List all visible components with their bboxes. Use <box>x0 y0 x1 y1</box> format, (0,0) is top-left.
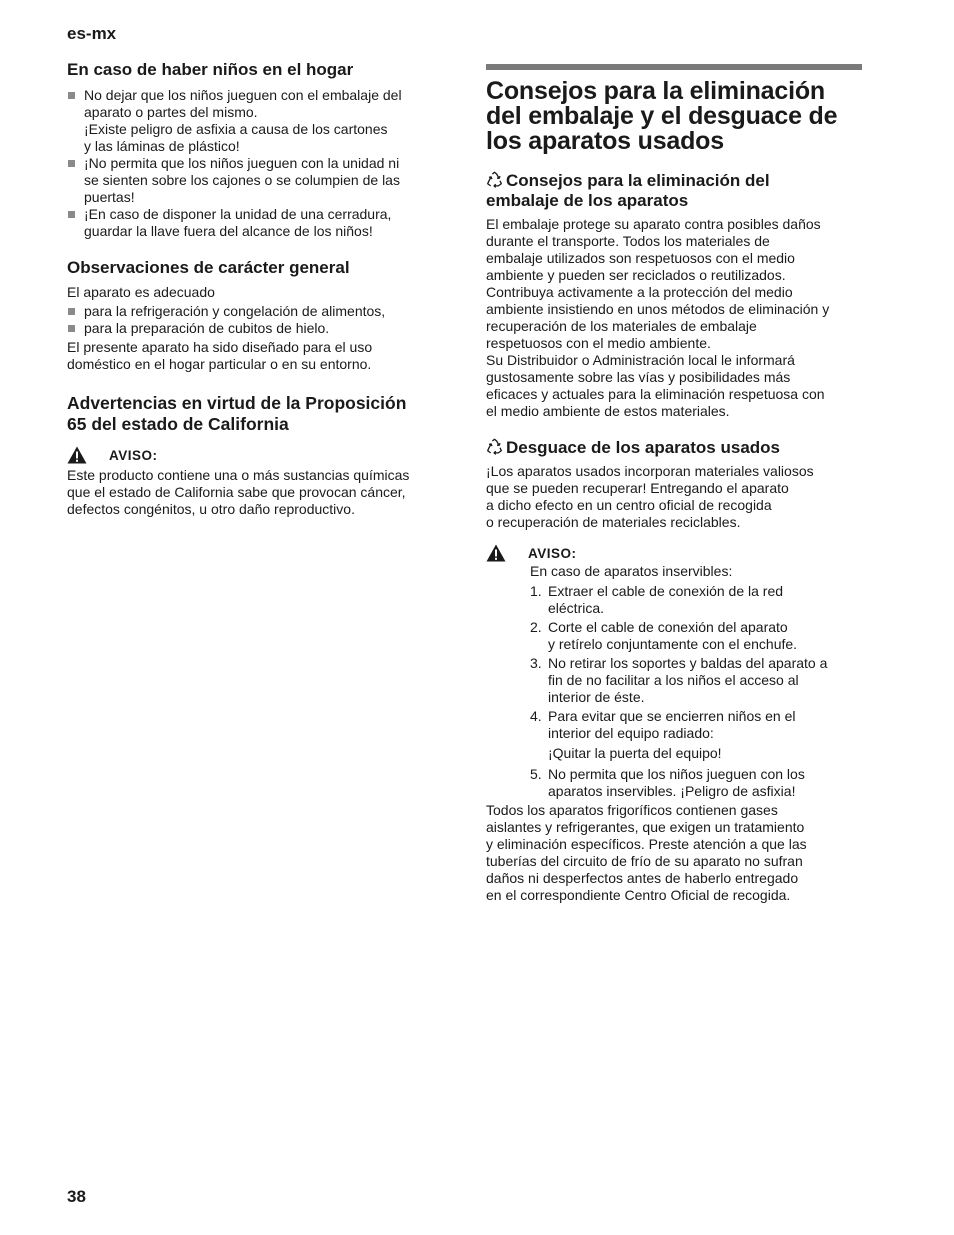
bullet-square-icon <box>68 325 75 332</box>
recycle-icon <box>486 171 503 188</box>
children-list <box>67 87 442 240</box>
list-item: 5. No permita que los niños jueguen con los aparatos inservibles. ¡Peligro de asfixia! <box>530 766 805 799</box>
prop65-warning <box>67 445 442 465</box>
list-item: 4. Para evitar que se encierren niños en el interior del equipo radiado: ¡Quitar la puerta del equipo! <box>530 708 796 761</box>
scrapping-paragraph-1: ¡Los aparatos usados incorporan materiales valiosos que se pueden recuperar! Entregando el aparato a dicho efecto en un centro oficial de recogida o recuperación de materiales reciclables. <box>486 463 814 530</box>
warning-icon <box>67 446 87 464</box>
list-item: No dejar que los niños jueguen con el embalaje del aparato o partes del mismo. ¡Existe peligro de asfixia a causa de los cartones y las láminas de plástico! <box>67 87 442 155</box>
general-heading: Observaciones de carácter general <box>67 258 350 277</box>
list-item: 3. No retirar los soportes y baldas del aparato a fin de no facilitar a los niños el acceso al interior de éste. <box>530 655 828 705</box>
packaging-paragraph-1: El embalaje protege su aparato contra posibles daños durante el transporte. Todos los materiales de embalaje utilizados son respetuosos con el medio ambiente y pueden ser reciclados o reutilizados. Contribuya activamente a la protección del medio ambiente insistiendo en unos métodos de eliminación y recuperación de los materiales de embalaje respetuosos con el medio ambiente. <box>486 216 830 351</box>
language-code: es-mx <box>67 24 117 43</box>
left-column <box>67 60 442 518</box>
list-item: 2. Corte el cable de conexión del aparato y retírelo conjuntamente con el enchufe. <box>530 619 798 652</box>
warning-icon <box>486 544 506 562</box>
warning-intro: En caso de aparatos inservibles: <box>530 563 733 579</box>
recycle-icon <box>486 438 503 455</box>
list-item: ¡En caso de disponer la unidad de una cerradura, guardar la llave fuera del alcance de los niños! <box>67 206 442 240</box>
prop65-text: Este producto contiene una o más sustancias químicas que el estado de California sabe que provocan cáncer, defectos congénitos, u otro daño reproductivo. <box>67 467 410 517</box>
general-outro: El presente aparato ha sido diseñado para el uso doméstico en el hogar particular o en su entorno. <box>67 339 373 372</box>
list-item: ¡No permita que los niños jueguen con la unidad ni se sienten sobre los cajones o se columpien de las puertas! <box>67 155 442 206</box>
packaging-heading: Consejos para la eliminación del embalaje de los aparatos <box>486 171 770 210</box>
bullet-square-icon <box>68 160 75 167</box>
disposal-steps <box>530 583 862 800</box>
scrapping-warning <box>486 543 862 563</box>
prop65-heading: Advertencias en virtud de la Proposición 65 del estado de California <box>67 393 407 434</box>
warning-label: AVISO: <box>528 545 577 561</box>
list-item: 1. Extraer el cable de conexión de la red eléctrica. <box>530 583 784 616</box>
page-number: 38 <box>67 1187 86 1206</box>
children-heading: En caso de haber niños en el hogar <box>67 60 354 79</box>
list-item: para la refrigeración y congelación de alimentos, <box>67 303 442 320</box>
right-column <box>486 64 862 904</box>
disposal-main-heading: Consejos para la eliminación del embalaje y el desguace de los aparatos usados <box>486 77 838 155</box>
scrapping-paragraph-2: Todos los aparatos frigoríficos contienen gases aislantes y refrigerantes, que exigen un tratamiento y eliminación específicos. Preste atención a que las tuberías del circuito de frío de su aparato no sufran daños ni desperfectos antes de haberlo entregado en el correspondiente Centro Oficial de recogida. <box>486 802 807 903</box>
scrapping-heading: Desguace de los aparatos usados <box>486 438 862 458</box>
general-list <box>67 303 442 337</box>
bullet-square-icon <box>68 211 75 218</box>
warning-body <box>530 563 862 800</box>
general-intro: El aparato es adecuado <box>67 284 215 300</box>
bullet-square-icon <box>68 92 75 99</box>
warning-label: AVISO: <box>109 447 158 463</box>
list-item: para la preparación de cubitos de hielo. <box>67 320 442 337</box>
bullet-square-icon <box>68 308 75 315</box>
packaging-paragraph-2: Su Distribuidor o Administración local le informará gustosamente sobre las vías y posibilidades más eficaces y actuales para la eliminación respetuosa con el medio ambiente de estos materiales. <box>486 352 825 419</box>
section-divider <box>486 64 862 70</box>
